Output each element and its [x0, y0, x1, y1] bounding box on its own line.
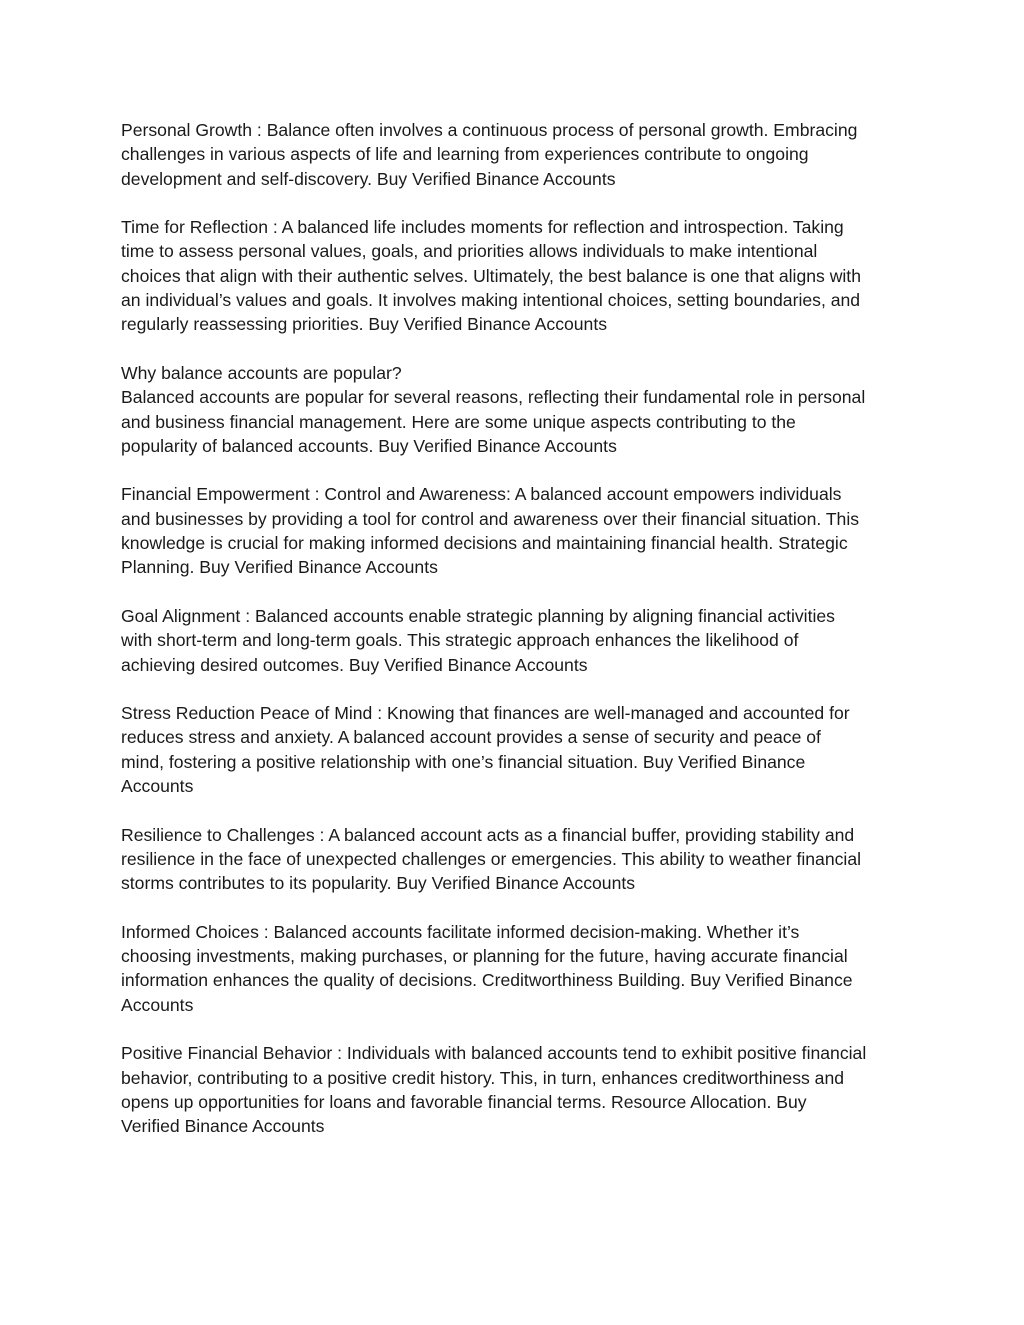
text-line: resilience in the face of unexpected challenges or emergencies. This ability to weather financial [121, 848, 862, 869]
text-line: choosing investments, making purchases, or planning for the future, having accurate financial [121, 946, 848, 967]
paragraph-informed-choices [121, 920, 911, 1017]
text-line: Positive Financial Behavior : Individuals with balanced accounts tend to exhibit positive financial [121, 1043, 867, 1064]
text-line: reduces stress and anxiety. A balanced account provides a sense of security and peace of [121, 727, 821, 748]
document-page [121, 118, 911, 1163]
text-line: behavior, contributing to a positive credit history. This, in turn, enhances creditworthiness and [121, 1067, 845, 1088]
text-line: and business financial management. Here are some unique aspects contributing to the [121, 411, 796, 432]
paragraph-why-balance-accounts [121, 361, 911, 458]
text-line: mind, fostering a positive relationship with one’s financial situation. Buy Verified Binance [121, 751, 806, 772]
paragraph-financial-empowerment [121, 482, 911, 579]
text-line: regularly reassessing priorities. Buy Verified Binance Accounts [121, 314, 608, 335]
text-line: popularity of balanced accounts. Buy Verified Binance Accounts [121, 435, 617, 456]
paragraph-resilience [121, 823, 911, 896]
text-line: Stress Reduction Peace of Mind : Knowing that finances are well-managed and accounted for [121, 703, 850, 724]
text-line: Time for Reflection : A balanced life includes moments for reflection and introspection. Taking [121, 217, 844, 238]
text-line: Why balance accounts are popular? [121, 362, 402, 383]
text-line: Balanced accounts are popular for several reasons, reflecting their fundamental role in personal [121, 387, 866, 408]
text-line: Financial Empowerment : Control and Awareness: A balanced account empowers individuals [121, 484, 842, 505]
text-line: knowledge is crucial for making informed decisions and maintaining financial health. Strategic [121, 533, 848, 554]
text-line: Goal Alignment : Balanced accounts enable strategic planning by aligning financial activities [121, 605, 835, 626]
text-line: challenges in various aspects of life and learning from experiences contribute to ongoing [121, 144, 809, 165]
text-line: Accounts [121, 776, 194, 797]
text-line: information enhances the quality of decisions. Creditworthiness Building. Buy Verified Binance [121, 970, 853, 991]
text-line: Planning. Buy Verified Binance Accounts [121, 557, 438, 578]
text-line: choices that align with their authentic selves. Ultimately, the best balance is one that aligns with [121, 265, 861, 286]
text-line: time to assess personal values, goals, and priorities allows individuals to make intentional [121, 241, 818, 262]
paragraph-goal-alignment [121, 604, 911, 677]
paragraph-stress-reduction [121, 701, 911, 798]
text-line: opens up opportunities for loans and favorable financial terms. Resource Allocation. Buy [121, 1091, 807, 1112]
text-line: an individual’s values and goals. It involves making intentional choices, setting boundaries, and [121, 290, 861, 311]
text-line: achieving desired outcomes. Buy Verified Binance Accounts [121, 654, 588, 675]
text-line: and businesses by providing a tool for control and awareness over their financial situation. This [121, 508, 860, 529]
text-line: Resilience to Challenges : A balanced account acts as a financial buffer, providing stability and [121, 824, 855, 845]
text-line: with short-term and long-term goals. This strategic approach enhances the likelihood of [121, 630, 799, 651]
text-line: Verified Binance Accounts [121, 1116, 325, 1137]
paragraph-positive-financial-behavior [121, 1041, 911, 1138]
text-line: development and self-discovery. Buy Verified Binance Accounts [121, 168, 616, 189]
text-line: Personal Growth : Balance often involves a continuous process of personal growth. Embracing [121, 120, 858, 140]
text-line: storms contributes to its popularity. Buy Verified Binance Accounts [121, 873, 636, 894]
paragraph-time-for-reflection [121, 215, 911, 336]
text-line: Informed Choices : Balanced accounts facilitate informed decision-making. Whether it’s [121, 921, 800, 942]
paragraph-personal-growth [121, 118, 911, 191]
text-line: Accounts [121, 994, 194, 1015]
